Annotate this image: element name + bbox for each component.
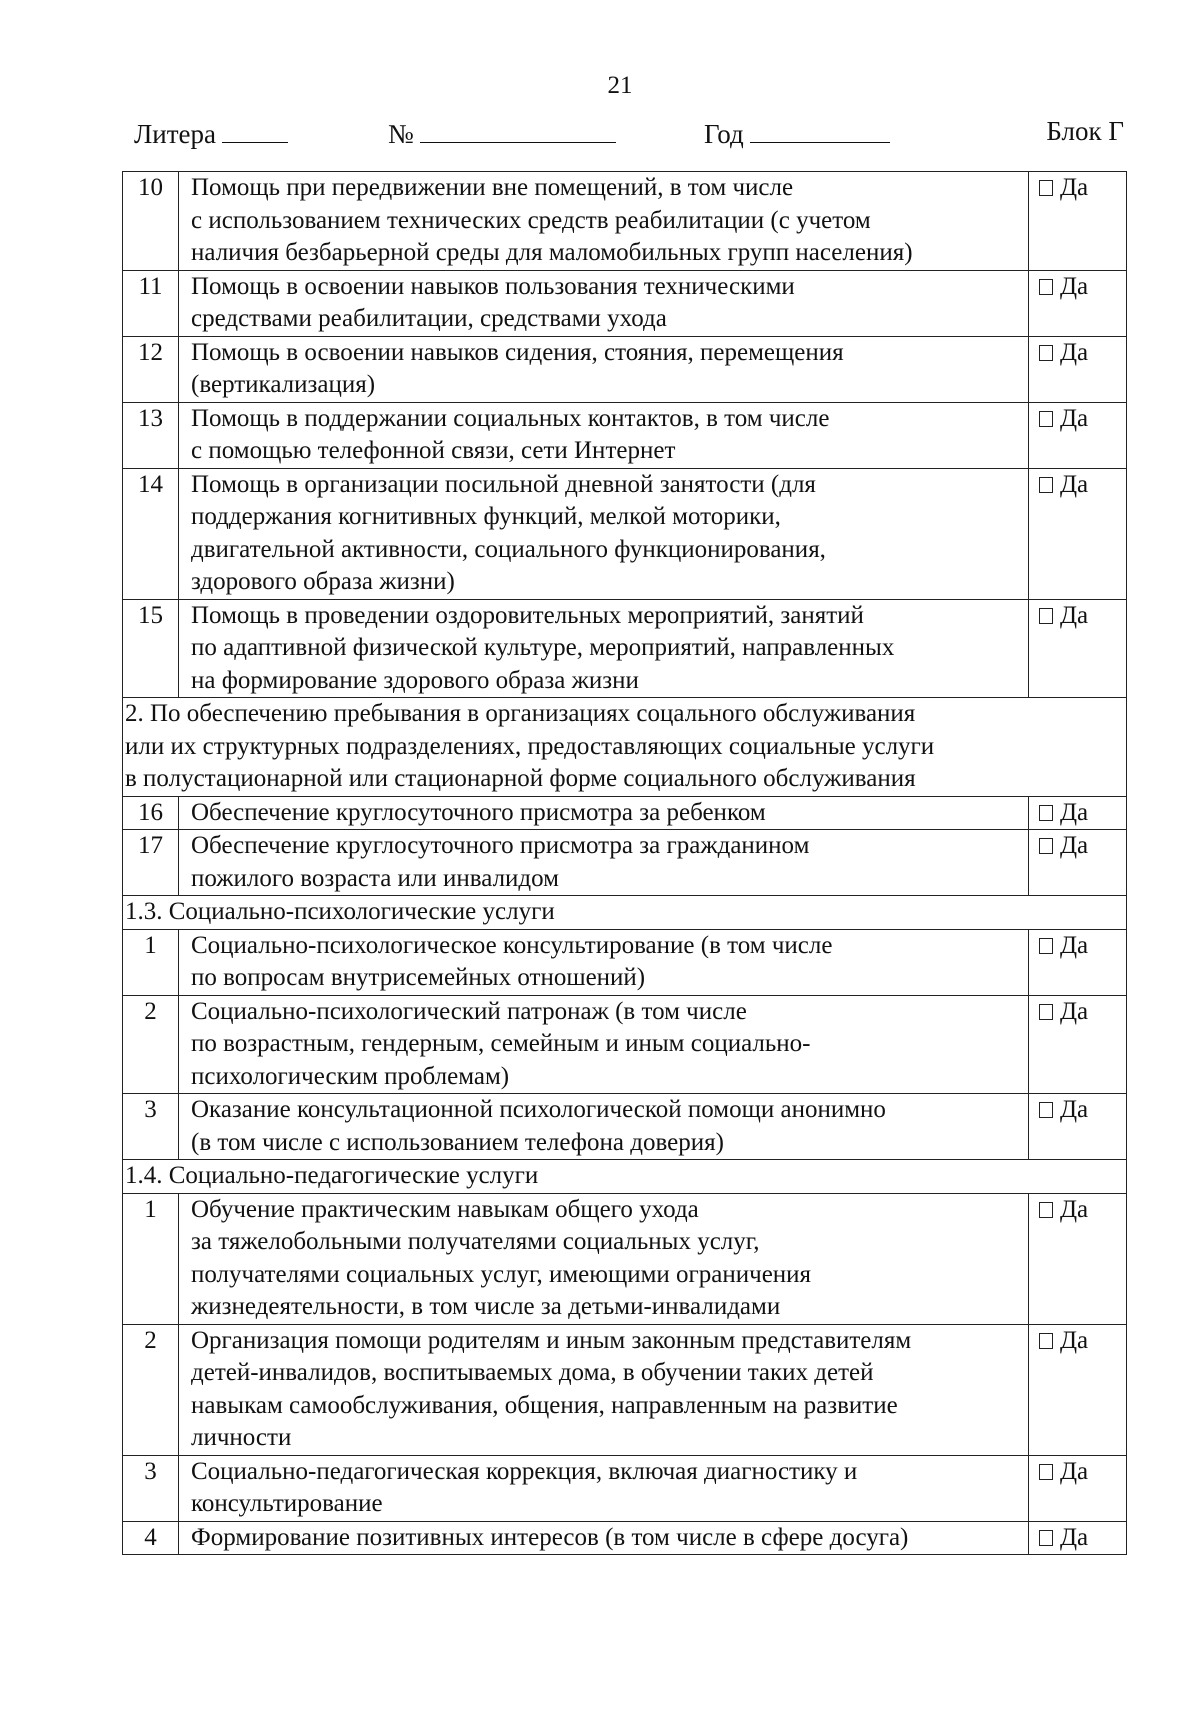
service-description-line: с помощью телефонной связи, сети Интернет xyxy=(191,437,676,464)
yes-label: Да xyxy=(1060,1326,1089,1354)
service-description-line: Помощь в освоении навыков пользования техническими xyxy=(191,272,795,300)
service-description xyxy=(179,336,1029,402)
service-number: 14 xyxy=(123,468,179,599)
checkbox-icon[interactable] xyxy=(1039,1202,1053,1218)
number-field xyxy=(388,116,616,150)
section-title-line: в полустационарной или стационарной форме социального обслуживания xyxy=(125,765,916,792)
service-description-line: Помощь в проведении оздоровительных мероприятий, занятий xyxy=(191,601,864,629)
service-description-line: Помощь в организации посильной дневной занятости (для xyxy=(191,470,816,498)
service-number: 1 xyxy=(123,929,179,995)
service-description-line: Помощь в поддержании социальных контактов, в том числе xyxy=(191,404,830,432)
service-number: 10 xyxy=(123,172,179,271)
service-number: 4 xyxy=(123,1521,179,1555)
yes-checkbox-cell[interactable] xyxy=(1029,336,1127,402)
service-row xyxy=(123,1193,1127,1324)
service-description xyxy=(179,830,1029,896)
service-description xyxy=(179,929,1029,995)
yes-label: Да xyxy=(1060,174,1089,201)
yes-checkbox-cell[interactable] xyxy=(1029,796,1127,830)
section-title xyxy=(123,896,1127,930)
service-number: 12 xyxy=(123,336,179,402)
service-description-line: Социально-психологический патронаж (в том числе xyxy=(191,997,747,1025)
service-row xyxy=(123,468,1127,599)
service-row xyxy=(123,929,1127,995)
service-row xyxy=(123,402,1127,468)
service-description xyxy=(179,172,1029,271)
service-row xyxy=(123,830,1127,896)
yes-checkbox-cell[interactable] xyxy=(1029,1455,1127,1521)
section-title xyxy=(123,1160,1127,1194)
service-description-line: Обеспечение круглосуточного присмотра за гражданином xyxy=(191,832,810,859)
service-description xyxy=(179,402,1029,468)
service-description-line: Помощь при передвижении вне помещений, в том числе xyxy=(191,174,794,201)
service-description xyxy=(179,1455,1029,1521)
yes-checkbox-cell[interactable] xyxy=(1029,1094,1127,1160)
yes-label: Да xyxy=(1060,1195,1089,1223)
checkbox-icon[interactable] xyxy=(1039,1004,1053,1020)
service-row xyxy=(123,1094,1127,1160)
service-number: 1 xyxy=(123,1193,179,1324)
section-header-row xyxy=(123,896,1127,930)
service-description-line: с использованием технических средств реабилитации (с учетом xyxy=(191,206,871,234)
yes-label: Да xyxy=(1060,470,1089,498)
section-title-line: 1.3. Социально-психологические услуги xyxy=(125,898,555,925)
page-number: 21 xyxy=(607,72,633,99)
checkbox-icon[interactable] xyxy=(1039,1530,1053,1546)
service-description-line: Организация помощи родителям и иным законным представителям xyxy=(191,1326,912,1354)
service-description xyxy=(179,468,1029,599)
section-header-row xyxy=(123,698,1127,797)
yes-label: Да xyxy=(1060,798,1089,826)
checkbox-icon[interactable] xyxy=(1039,938,1053,954)
checkbox-icon[interactable] xyxy=(1039,1333,1053,1349)
yes-label: Да xyxy=(1060,931,1089,959)
checkbox-icon[interactable] xyxy=(1039,838,1053,854)
service-description-line: психологическим проблемам) xyxy=(191,1062,510,1090)
checkbox-icon[interactable] xyxy=(1039,477,1053,493)
service-row xyxy=(123,995,1127,1094)
yes-label: Да xyxy=(1060,1523,1089,1551)
service-number: 17 xyxy=(123,830,179,896)
service-description-line: детей-инвалидов, воспитываемых дома, в обучении таких детей xyxy=(191,1359,874,1386)
service-description-line: личности xyxy=(191,1424,292,1451)
yes-checkbox-cell[interactable] xyxy=(1029,402,1127,468)
year-label: Год xyxy=(704,119,744,149)
yes-checkbox-cell[interactable] xyxy=(1029,929,1127,995)
services-table xyxy=(122,171,1127,1555)
litera-label: Литера xyxy=(134,119,217,149)
yes-checkbox-cell[interactable] xyxy=(1029,599,1127,698)
form-header xyxy=(134,116,1124,150)
service-description xyxy=(179,1094,1029,1160)
service-row xyxy=(123,1455,1127,1521)
checkbox-icon[interactable] xyxy=(1039,411,1053,427)
section-header-row xyxy=(123,1160,1127,1194)
yes-checkbox-cell[interactable] xyxy=(1029,468,1127,599)
yes-label: Да xyxy=(1060,272,1089,300)
yes-checkbox-cell[interactable] xyxy=(1029,1521,1127,1555)
litera-blank[interactable] xyxy=(222,116,288,143)
yes-checkbox-cell[interactable] xyxy=(1029,172,1127,271)
section-title-line: 2. По обеспечению пребывания в организациях соцального обслуживания xyxy=(125,700,916,727)
service-number: 15 xyxy=(123,599,179,698)
service-description-line: Помощь в освоении навыков сидения, стояния, перемещения xyxy=(191,338,844,366)
service-row xyxy=(123,172,1127,271)
service-number: 2 xyxy=(123,995,179,1094)
service-row xyxy=(123,796,1127,830)
service-number: 13 xyxy=(123,402,179,468)
checkbox-icon[interactable] xyxy=(1039,608,1053,624)
service-description-line: (вертикализация) xyxy=(191,371,376,398)
service-row xyxy=(123,599,1127,698)
service-description-line: Обеспечение круглосуточного присмотра за ребенком xyxy=(191,798,766,826)
service-description-line: наличия безбарьерной среды для маломобильных групп населения) xyxy=(191,239,913,266)
service-description-line: поддержания когнитивных функций, мелкой моторики, xyxy=(191,503,781,530)
service-description-line: на формирование здорового образа жизни xyxy=(191,666,639,694)
service-description-line: пожилого возраста или инвалидом xyxy=(191,864,559,892)
service-description-line: получателями социальных услуг, имеющими ограничения xyxy=(191,1260,812,1288)
service-description-line: Социально-психологическое консультирование (в том числе xyxy=(191,931,833,959)
service-number: 3 xyxy=(123,1455,179,1521)
service-description-line: по возрастным, гендерным, семейным и иным социально- xyxy=(191,1030,811,1057)
yes-checkbox-cell[interactable] xyxy=(1029,1324,1127,1455)
service-description xyxy=(179,1193,1029,1324)
service-row xyxy=(123,1521,1127,1555)
service-number: 2 xyxy=(123,1324,179,1455)
yes-checkbox-cell[interactable] xyxy=(1029,1193,1127,1324)
yes-checkbox-cell[interactable] xyxy=(1029,995,1127,1094)
service-row xyxy=(123,336,1127,402)
service-description-line: за тяжелобольными получателями социальных услуг, xyxy=(191,1228,760,1255)
services-table-body xyxy=(123,172,1127,1555)
service-description-line: Оказание консультационной психологической помощи анонимно xyxy=(191,1096,886,1123)
service-number: 16 xyxy=(123,796,179,830)
year-blank[interactable] xyxy=(750,116,890,143)
yes-label: Да xyxy=(1060,338,1089,366)
service-description xyxy=(179,1521,1029,1555)
service-description-line: навыкам самообслуживания, общения, направленным на развитие xyxy=(191,1391,898,1419)
service-description-line: Формирование позитивных интересов (в том числе в сфере досуга) xyxy=(191,1523,909,1551)
service-description-line: по вопросам внутрисемейных отношений) xyxy=(191,964,646,991)
checkbox-icon[interactable] xyxy=(1039,279,1053,295)
checkbox-icon[interactable] xyxy=(1039,345,1053,361)
service-row xyxy=(123,1324,1127,1455)
section-title-line: 1.4. Социально-педагогические услуги xyxy=(125,1162,539,1189)
block-label: Блок Г xyxy=(1046,116,1124,146)
yes-checkbox-cell[interactable] xyxy=(1029,270,1127,336)
service-description xyxy=(179,1324,1029,1455)
service-description-line: двигательной активности, социального функционирования, xyxy=(191,535,826,563)
checkbox-icon[interactable] xyxy=(1039,180,1053,196)
service-description xyxy=(179,270,1029,336)
service-description xyxy=(179,995,1029,1094)
yes-label: Да xyxy=(1060,1096,1089,1123)
service-description-line: по адаптивной физической культуре, мероприятий, направленных xyxy=(191,634,895,661)
service-description-line: консультирование xyxy=(191,1490,383,1517)
service-description-line: Обучение практическим навыкам общего ухода xyxy=(191,1195,699,1223)
service-description xyxy=(179,796,1029,830)
service-description-line: Социально-педагогическая коррекция, включая диагностику и xyxy=(191,1457,858,1485)
yes-label: Да xyxy=(1060,832,1089,859)
yes-label: Да xyxy=(1060,601,1089,629)
litera-field xyxy=(134,116,288,150)
number-label: № xyxy=(388,119,414,149)
service-number: 3 xyxy=(123,1094,179,1160)
checkbox-icon[interactable] xyxy=(1039,805,1053,821)
checkbox-icon[interactable] xyxy=(1039,1102,1053,1118)
checkbox-icon[interactable] xyxy=(1039,1464,1053,1480)
service-number: 11 xyxy=(123,270,179,336)
section-title-line: или их структурных подразделениях, предоставляющих социальные услуги xyxy=(125,732,935,760)
number-blank[interactable] xyxy=(420,116,616,143)
service-description-line: средствами реабилитации, средствами ухода xyxy=(191,305,667,332)
service-description xyxy=(179,599,1029,698)
service-description-line: (в том числе с использованием телефона доверия) xyxy=(191,1128,724,1156)
yes-label: Да xyxy=(1060,997,1089,1025)
year-field xyxy=(704,116,890,150)
service-row xyxy=(123,270,1127,336)
yes-label: Да xyxy=(1060,1457,1089,1485)
section-title xyxy=(123,698,1127,797)
service-description-line: жизнедеятельности, в том числе за детьми-инвалидами xyxy=(191,1293,781,1320)
yes-checkbox-cell[interactable] xyxy=(1029,830,1127,896)
service-description-line: здорового образа жизни) xyxy=(191,568,455,595)
yes-label: Да xyxy=(1060,404,1089,432)
